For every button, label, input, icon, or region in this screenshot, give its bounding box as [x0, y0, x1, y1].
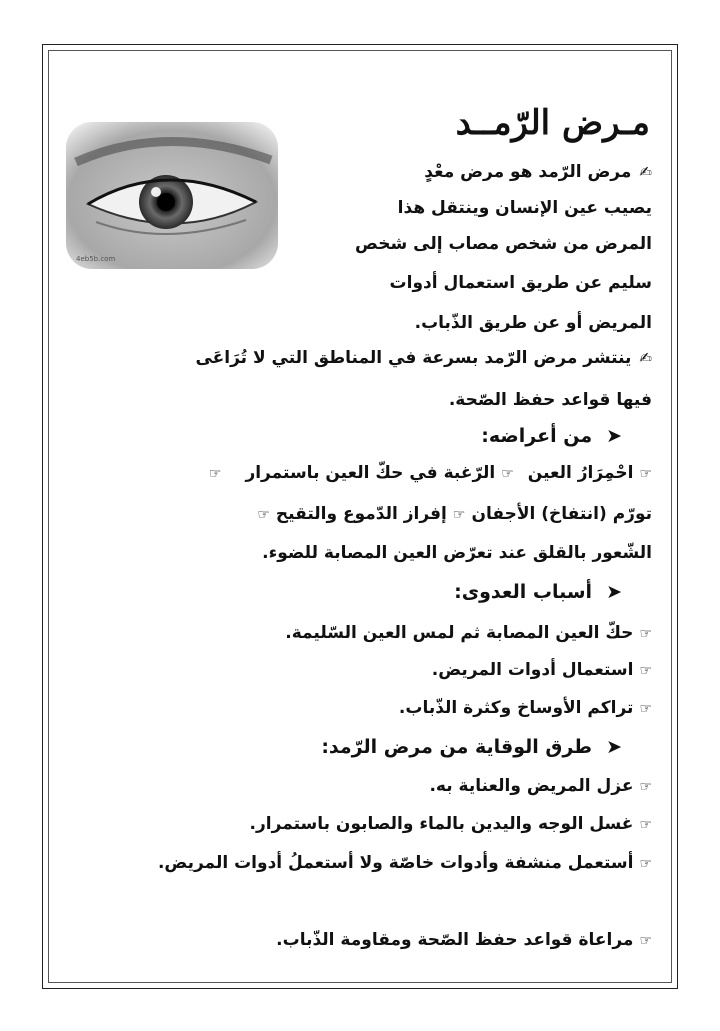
intro-line-1: ✍مرض الرّمد هو مرض معْدٍ: [424, 162, 652, 182]
eye-photo: [66, 122, 278, 269]
pencil-bullet-icon: ✍: [639, 163, 652, 181]
pencil-bullet-icon: ✍: [639, 349, 652, 367]
photo-credit: 4eb5b.com: [76, 255, 116, 263]
pointing-hand-icon: ☞: [501, 466, 514, 482]
causes-item-1: ☞حكّ العين المصابة ثم لمس العين السّليمة.: [285, 623, 652, 643]
pointing-hand-icon: ☞: [639, 701, 652, 717]
prevention-item-4: ☞مراعاة قواعد حفظ الصّحة ومقاومة الذّباب.: [276, 930, 652, 950]
intro-line-2: يصيب عين الإنسان وينتقل هذا: [397, 198, 652, 218]
eye-icon: [66, 122, 278, 269]
page-title: مـرض الرّمــد: [455, 103, 650, 143]
causes-item-2: ☞استعمال أدوات المريض.: [431, 660, 652, 680]
pointing-hand-icon: ☞: [639, 856, 652, 872]
symptoms-line-3: الشّعور بالقلق عند تعرّض العين المصابة للضوء.: [262, 543, 652, 563]
pointing-hand-icon: ☞: [639, 817, 652, 833]
causes-item-3: ☞تراكم الأوساخ وكثرة الذّباب.: [398, 698, 652, 718]
pointing-hand-icon: ☞: [639, 626, 652, 642]
spread-line-1: ✍ينتشر مرض الرّمد بسرعة في المناطق التي لا تُرَاعَى: [195, 348, 652, 368]
worksheet-page: [58, 60, 662, 975]
prevention-item-1: ☞عزل المريض والعناية به.: [429, 776, 652, 796]
arrow-icon: ➤: [606, 581, 622, 603]
intro-line-4: سليم عن طريق استعمال أدوات: [389, 273, 652, 293]
symptoms-line-2: تورّم (انتفاخ) الأجفان☞إفراز الدّموع والتقيح☞: [257, 504, 652, 524]
causes-heading: ➤أسباب العدوى:: [454, 581, 622, 603]
symptoms-heading: ➤من أعراضه:: [481, 425, 622, 447]
intro-line-5: المريض أو عن طريق الذّباب.: [414, 313, 652, 333]
arrow-icon: ➤: [606, 736, 622, 758]
pointing-hand-icon: ☞: [208, 466, 222, 482]
intro-line-3: المرض من شخص مصاب إلى شخص: [355, 234, 652, 254]
pointing-hand-icon: ☞: [639, 779, 652, 795]
spread-line-2: فيها قواعد حفظ الصّحة.: [448, 390, 652, 410]
pointing-hand-icon: ☞: [639, 466, 652, 482]
pointing-hand-icon: ☞: [639, 933, 652, 949]
pointing-hand-icon: ☞: [257, 507, 270, 523]
prevention-heading: ➤طرق الوقاية من مرض الرّمد:: [321, 736, 622, 758]
prevention-item-3: ☞أستعمل منشفة وأدوات خاصّة ولا أستعملُ أدوات المريض.: [132, 842, 652, 885]
prevention-item-2: ☞غسل الوجه واليدين بالماء والصابون باستمرار.: [249, 814, 652, 834]
symptoms-line-1: ☞احْمِرَارُ العين☞الرّغبة في حكّ العين باستمرار☞: [208, 463, 652, 483]
pointing-hand-icon: ☞: [639, 663, 652, 679]
pointing-hand-icon: ☞: [452, 507, 466, 523]
arrow-icon: ➤: [606, 425, 622, 447]
